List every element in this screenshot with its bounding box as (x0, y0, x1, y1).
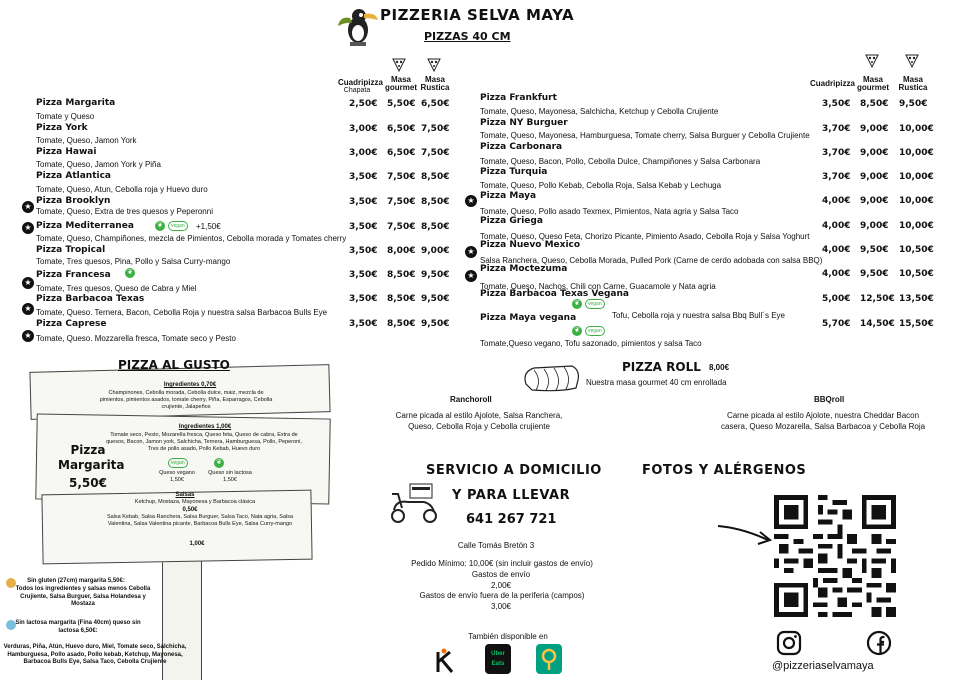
price-rustica: 6,50€ (421, 99, 450, 109)
vegan-cheese-label: Queso vegano (159, 470, 195, 476)
pizza-desc: Tomate, Queso, Mayonesa, Hamburguesa, Tomate cherry, Salsa Burguer y Cebolla Crujiente (480, 131, 810, 140)
star-icon: ★ (22, 222, 34, 234)
toucan-logo (336, 4, 380, 48)
lactose-free-title: Sin lactosa margarita (Fina 40cm) queso sin lactosa 6,50€: (15, 620, 141, 634)
star-icon: ★ (465, 195, 477, 207)
col-rustica-left: Masa Rustica (420, 75, 450, 92)
pizza-slice-icon (391, 56, 407, 72)
col-rustica-right: Masa Rustica (898, 75, 928, 92)
star-icon: ★ (22, 303, 34, 315)
pizza-name: Pizza Nuevo Mexico (480, 240, 581, 250)
delivery-fee: 2,00€ (490, 581, 512, 590)
price-cuadripizza: 3,50€ (349, 246, 378, 256)
col-cuadripizza-left: Cuadripizza (338, 78, 383, 87)
margarita-price: 5,50€ (69, 476, 107, 490)
pizza-name: Pizza Griega (480, 216, 543, 226)
price-rustica: 15,50€ (899, 319, 934, 329)
price-rustica: 10,00€ (899, 172, 934, 182)
vegan-badge: vegan (585, 326, 605, 336)
salsas-premium-price: 1,00€ (189, 541, 205, 547)
pizza-name: Pizza Mediterranea (36, 221, 134, 231)
pizza-name: Pizza Moctezuma (480, 264, 568, 274)
price-gourmet: 14,50€ (860, 319, 895, 329)
delivery-title: SERVICIO A DOMICILIO (426, 463, 602, 478)
lactose-cheese-label: Queso sin lactosa (208, 470, 252, 476)
price-cuadripizza: 4,00€ (822, 196, 851, 206)
col-chapata-left: Chapata (343, 87, 371, 94)
pizza-name: Pizza York (36, 123, 88, 133)
vegan-badge: vegan (585, 299, 605, 309)
col-gourmet-left: Masa gourmet (385, 75, 417, 92)
price-rustica: 8,50€ (421, 222, 450, 232)
pizza-desc: Tomate, Queso, Pollo Kebab, Cebolla Roja, Salsa Kebab y Lechuga (480, 181, 722, 190)
price-cuadripizza: 3,50€ (349, 270, 378, 280)
price-cuadripizza: 4,00€ (822, 221, 851, 231)
menu-subtitle: PIZZAS 40 CM (424, 30, 511, 43)
pizza-desc: Tomate, Queso, Mayonesa, Salchicha, Ketchup y Cebolla Crujiente (480, 107, 719, 116)
price-cuadripizza: 3,00€ (349, 148, 378, 158)
pizza-roll-price: 8,00€ (709, 363, 730, 372)
price-gourmet: 9,50€ (860, 245, 889, 255)
price-rustica: 10,00€ (899, 196, 934, 206)
price-gourmet: 5,50€ (387, 99, 416, 109)
leaf-icon: ❦ (572, 326, 582, 336)
price-gourmet: 8,50€ (860, 99, 889, 109)
uber-eats-icon[interactable] (485, 644, 511, 674)
price-rustica: 10,50€ (899, 269, 934, 279)
price-cuadripizza: 3,00€ (349, 124, 378, 134)
pizza-name: Pizza NY Burguer (480, 118, 568, 128)
price-gourmet: 6,50€ (387, 148, 416, 158)
pizza-name: Pizza Caprese (36, 319, 107, 329)
phone-number[interactable]: 641 267 721 (466, 512, 557, 527)
ingredients-070-title: Ingredientes 0,70€ (163, 382, 217, 388)
pizza-name: Pizza Barbacoa Texas Vegana (480, 289, 629, 299)
price-gourmet: 8,50€ (387, 270, 416, 280)
uber-eats-label: Uber Eats (491, 651, 505, 667)
qr-code[interactable] (774, 495, 896, 617)
pizza-name: Pizza Margarita (36, 98, 116, 108)
price-rustica: 9,00€ (421, 246, 450, 256)
ingredients-070-text: Champinones, Cebolla morada, Cebolla dulce, maiz, mezcla de pimientos, pimientos asados, tomate cherry, Piña, Esparragos, Cebolla crujiente, Jalapeños (99, 390, 273, 410)
price-rustica: 8,50€ (421, 197, 450, 207)
pizza-slice-icon (864, 52, 880, 68)
price-cuadripizza: 3,50€ (349, 222, 378, 232)
just-eat-icon[interactable] (432, 646, 458, 676)
pizza-name: Pizza Francesa (36, 270, 111, 280)
margarita-name: Pizza Margarita (58, 443, 125, 472)
pizza-roll-icon (520, 362, 582, 394)
pizza-desc: Tomate,Queso vegano, Tofu sazonado, pimientos y salsa Taco (480, 339, 702, 348)
ingredients-100-title: Ingredientes 1,00€ (178, 424, 232, 430)
star-icon: ★ (22, 277, 34, 289)
al-gusto-title: PIZZA AL GUSTO (118, 358, 230, 372)
price-cuadripizza: 3,70€ (822, 148, 851, 158)
pizza-desc: Tomate, Queso, Atun, Cebolla roja y Huevo duro (36, 185, 208, 194)
vegan-badge: vegan (168, 221, 188, 231)
price-cuadripizza: 4,00€ (822, 245, 851, 255)
pizza-desc: Tomate y Queso (36, 112, 95, 121)
outside-fee-label: Gastos de envío fuera de la periferia (campos) (419, 591, 585, 600)
price-gourmet: 9,00€ (860, 221, 889, 231)
pizza-desc: Tomate, Queso. Ternera, Bacon, Cebolla Roja y nuestra salsa Barbacoa Bulls Eye (36, 308, 328, 317)
delivery-scooter-icon (386, 480, 442, 524)
margarita-label (58, 443, 125, 491)
star-icon: ★ (22, 201, 34, 213)
price-gourmet: 7,50€ (387, 172, 416, 182)
price-rustica: 10,00€ (899, 148, 934, 158)
price-rustica: 7,50€ (421, 148, 450, 158)
price-cuadripizza: 3,70€ (822, 124, 851, 134)
price-cuadripizza: 3,50€ (349, 294, 378, 304)
price-cuadripizza: 5,00€ (822, 294, 851, 304)
photos-title: FOTOS Y ALÉRGENOS (642, 463, 807, 478)
vegan-cheese-price: 1,50€ (170, 477, 184, 483)
pizza-name: Pizza Maya vegana (480, 313, 577, 323)
salsas-premium: Salsa Kebab, Salsa Ranchera, Salsa Burguer, Salsa Taco, Nata agria, Salsa Valentina, Salsa Valentina picante, Barbacoa Bulls Eye, Salsa Curry-mango (106, 514, 294, 527)
price-gourmet: 8,50€ (387, 294, 416, 304)
price-gourmet: 7,50€ (387, 222, 416, 232)
pizza-desc: Tomate, Queso, Champiñones, mezcla de Pimientos, Cebolla morada y Tomates cherry (36, 234, 347, 243)
star-icon: ★ (465, 270, 477, 282)
pizza-desc: Tomate, Queso, Extra de tres quesos y Peperonni (36, 207, 213, 216)
star-icon: ★ (465, 246, 477, 258)
pizza-desc: Salsa Ranchera, Queso, Cebolla Morada, Pulled Pork (Carne de cerdo adobada con salsa BBQ) (480, 256, 823, 265)
price-gourmet: 9,00€ (860, 124, 889, 134)
pizza-slice-icon (426, 56, 442, 72)
price-cuadripizza: 3,50€ (349, 197, 378, 207)
price-rustica: 9,50€ (899, 99, 928, 109)
price-cuadripizza: 5,70€ (822, 319, 851, 329)
price-rustica: 8,50€ (421, 172, 450, 182)
salsas-title: Salsas (175, 492, 195, 498)
price-gourmet: 9,00€ (860, 172, 889, 182)
ranchoroll-name: Ranchoroll (450, 395, 492, 404)
price-rustica: 10,00€ (899, 221, 934, 231)
bbqroll-desc: Carne picada al estilo Ajolote, nuestra Cheddar Bacon casera, Queso Mozarella, Salsa Barbacoa y Cebolla Roja (720, 411, 926, 431)
pizza-desc: Tomate, Queso, Bacon, Pollo, Cebolla Dulce, Champiñones y Salsa Carbonara (480, 157, 761, 166)
vegan-badge: vegan (168, 458, 188, 468)
price-rustica: 9,50€ (421, 294, 450, 304)
facebook-icon[interactable] (866, 630, 892, 656)
pizza-name: Pizza Maya (480, 191, 537, 201)
leaf-icon: ❦ (214, 458, 224, 468)
pizza-name: Pizza Hawai (36, 147, 97, 157)
price-gourmet: 9,00€ (860, 196, 889, 206)
gluten-free-text: Todos los ingredientes y salsas menos Cebolla Crujiente, Salsa Burguer, Salsa Holandesa y Mostaza (15, 586, 151, 607)
pizza-name: Pizza Brooklyn (36, 196, 111, 206)
price-rustica: 7,50€ (421, 124, 450, 134)
pizza-desc: Tomate, Tres quesos, Queso de Cabra y Miel (36, 284, 197, 293)
col-gourmet-right: Masa gourmet (857, 75, 889, 92)
extra-price: +1,50€ (196, 222, 221, 231)
price-gourmet: 12,50€ (860, 294, 895, 304)
pizza-slice-icon (904, 52, 920, 68)
price-cuadripizza: 4,00€ (822, 269, 851, 279)
pizza-name: Pizza Carbonara (480, 142, 563, 152)
price-rustica: 10,00€ (899, 124, 934, 134)
also-available: También disponible en (468, 632, 548, 641)
pizza-desc: Tofu, Cebolla roja y nuestra salsa Bbq Bull´s Eye (612, 311, 785, 320)
social-handle[interactable]: @pizzeriaselvamaya (772, 660, 874, 672)
pizza-roll-subtitle: Nuestra masa gourmet 40 cm enrollada (586, 378, 727, 387)
brand-title: PIZZERIA SELVA MAYA (380, 6, 575, 24)
pizza-name: Pizza Turquia (480, 167, 548, 177)
price-cuadripizza: 2,50€ (349, 99, 378, 109)
price-rustica: 9,50€ (421, 270, 450, 280)
pizza-desc: Tomate, Queso. Mozzarella fresca, Tomate seco y Pesto (36, 334, 236, 343)
salsas-basic: Ketchup, Mostaza, Mayonesa y Barbacoa clásica (134, 499, 256, 505)
price-rustica: 13,50€ (899, 294, 934, 304)
outside-fee: 3,00€ (490, 602, 512, 611)
leaf-icon: ❦ (572, 299, 582, 309)
pizza-desc: Tomate, Queso, Queso Feta, Chorizo Picante, Pimiento Asado, Cebolla Roja y Salsa Yoghurt (480, 232, 810, 241)
leaf-icon: ❦ (155, 221, 165, 231)
pizza-desc: Tomate, Queso, Jamon York y Piña (36, 160, 161, 169)
star-icon: ★ (22, 330, 34, 342)
glovo-icon[interactable] (536, 644, 562, 674)
lactose-cheese-price: 1,50€ (223, 477, 237, 483)
price-gourmet: 9,00€ (860, 148, 889, 158)
price-gourmet: 8,00€ (387, 246, 416, 256)
price-cuadripizza: 3,50€ (349, 319, 378, 329)
leaf-icon: ❦ (125, 268, 135, 278)
price-rustica: 10,50€ (899, 245, 934, 255)
pizza-roll-title: PIZZA ROLL (622, 360, 701, 374)
lactose-free-text: Verduras, Piña, Atún, Huevo duro, Miel, Tomate seco, Salchicha, Hamburguesa, Pollo asado, Pollo kebab, Ketchup, Mayonesa, Barbacoa Bulls Eye, Salsa Taco, Cebolla Crujiente (3, 644, 187, 665)
price-cuadripizza: 3,70€ (822, 172, 851, 182)
pizza-name: Pizza Tropical (36, 245, 106, 255)
salsas-basic-price: 0,50€ (182, 507, 198, 513)
ranchoroll-desc: Carne picada al estilo Ajolote, Salsa Ranchera, Queso, Cebolla Roja y Cebolla crujiente (395, 411, 563, 431)
arrow-icon (716, 522, 774, 550)
gluten-free-title: Sin gluten (27cm) margarita 5,50€: (27, 578, 125, 584)
bbqroll-name: BBQroll (814, 395, 845, 404)
pizza-desc: Tomate, Tres quesos, Pina, Pollo y Salsa Curry-mango (36, 257, 231, 266)
price-rustica: 9,50€ (421, 319, 450, 329)
delivery-subtitle: Y PARA LLEVAR (452, 488, 571, 503)
pizza-desc: Tomate, Queso, Jamon York (36, 136, 137, 145)
price-cuadripizza: 3,50€ (822, 99, 851, 109)
min-order: Pedido Mínimo: 10,00€ (sin incluir gastos de envío) (411, 559, 593, 568)
instagram-icon[interactable] (776, 630, 802, 656)
pizza-name: Pizza Barbacoa Texas (36, 294, 145, 304)
ingredients-100-text: Tomate seco, Pesto, Mozarella fresca, Queso feta, Queso de cabra, Extra de quesos, Bacon, Jamon york, Salchicha, Ternera, Hamburguesa, Pollo, Peperoni, Tres de pollo asado, Pollo Kebab, Huevo duro (106, 432, 302, 452)
address: Calle Tomás Bretón 3 (457, 541, 535, 550)
price-gourmet: 8,50€ (387, 319, 416, 329)
delivery-fee-label: Gastos de envío (471, 570, 531, 579)
price-gourmet: 7,50€ (387, 197, 416, 207)
price-gourmet: 9,50€ (860, 269, 889, 279)
pizza-desc: Tomate, Queso, Pollo asado Texmex, Pimientos, Nata agria y Salsa Taco (480, 207, 739, 216)
price-cuadripizza: 3,50€ (349, 172, 378, 182)
pizza-name: Pizza Atlantica (36, 171, 111, 181)
pizza-name: Pizza Frankfurt (480, 93, 557, 103)
price-gourmet: 6,50€ (387, 124, 416, 134)
col-cuadripizza-right: Cuadripizza (810, 79, 855, 88)
pizza-desc: Tomate, Queso, Nachos, Chili con Carne, Guacamole y Nata agria (480, 282, 716, 291)
